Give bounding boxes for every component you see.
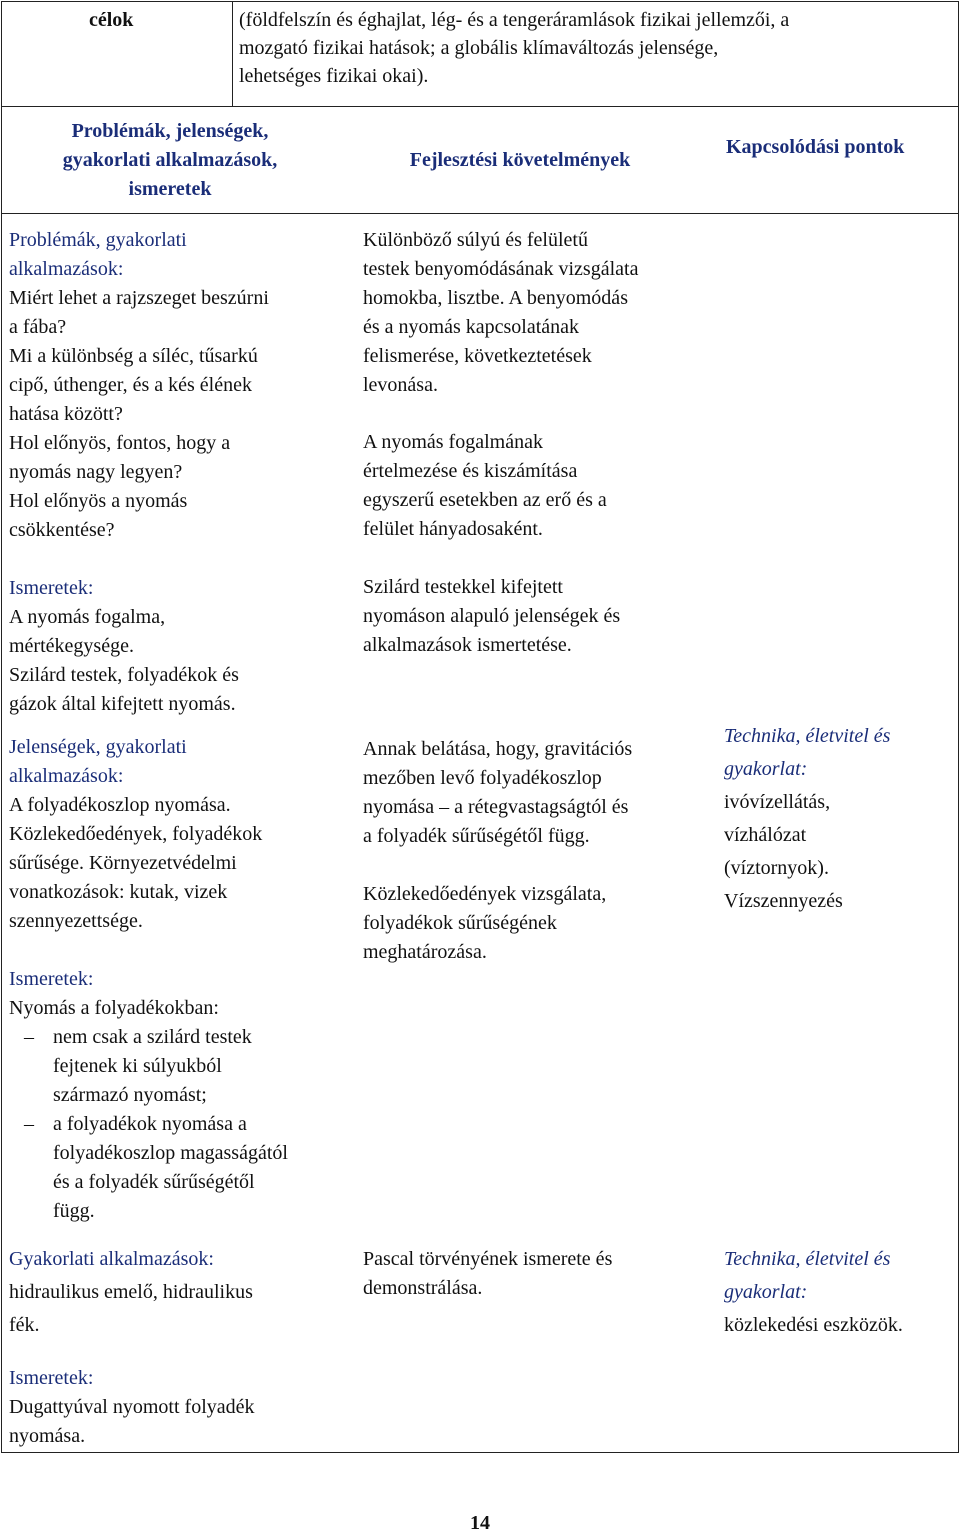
goals-label: célok	[89, 9, 134, 31]
requirement-line: Szilárd testekkel kifejtett	[363, 576, 563, 598]
connection-heading: Technika, életvitel és	[724, 725, 891, 747]
header-col1-line: ismeretek	[128, 178, 212, 200]
list-item-line: folyadékoszlop magasságától	[53, 1142, 288, 1164]
requirement-line: Különböző súlyú és felületű	[363, 229, 588, 251]
page-number: 14	[470, 1512, 490, 1534]
connection-line: (víztornyok).	[724, 857, 829, 879]
connection-heading: Technika, életvitel és	[724, 1248, 891, 1270]
requirement-line: a folyadék sűrűségétől függ.	[363, 825, 590, 847]
col2-content	[363, 226, 638, 660]
col3-connection-1	[724, 720, 890, 918]
header-col2: Fejlesztési követelmények	[409, 149, 631, 171]
requirement-line: felismerése, következtetések	[363, 345, 592, 367]
table-top-border	[1, 1, 959, 2]
knowledge-line: Szilárd testek, folyadékok és	[9, 664, 239, 686]
requirement-line: meghatározása.	[363, 941, 487, 963]
list-item-line: függ.	[53, 1200, 95, 1222]
goals-text	[239, 6, 789, 90]
table-bottom-border	[1, 1452, 959, 1453]
header-col1-line: Problémák, jelenségek,	[71, 120, 269, 142]
col3-connection-2	[724, 1243, 903, 1342]
dash-bullet: –	[24, 1026, 34, 1048]
connection-line: közlekedési eszközök.	[724, 1314, 903, 1336]
problems-heading: alkalmazások:	[9, 258, 124, 280]
piston-line: Dugattyúval nyomott folyadék	[9, 1396, 255, 1418]
requirement-line: demonstrálása.	[363, 1277, 483, 1299]
problems-line: Mi a különbség a síléc, tűsarkú	[9, 345, 258, 367]
requirement-line: felület hányadosaként.	[363, 518, 543, 540]
dash-bullet: –	[24, 1113, 34, 1135]
connection-line: vízhálózat	[724, 824, 807, 846]
knowledge-line: gázok által kifejtett nyomás.	[9, 693, 236, 715]
problems-line: cipő, úthenger, és a kés élének	[9, 374, 252, 396]
requirement-line: egyszerű esetekben az erő és a	[363, 489, 607, 511]
problems-line: a fába?	[9, 316, 67, 338]
goals-line: lehetséges fizikai okai).	[239, 65, 429, 87]
knowledge-heading: Ismeretek:	[9, 577, 94, 599]
header-col1-line: gyakorlati alkalmazások,	[62, 149, 278, 171]
row-divider-top	[1, 106, 959, 107]
connection-heading: gyakorlat:	[724, 1281, 808, 1303]
problems-line: nyomás nagy legyen?	[9, 461, 183, 483]
list-item	[9, 1110, 288, 1226]
requirement-line: Annak belátása, hogy, gravitációs	[363, 738, 633, 760]
list-item-line: a folyadékok nyomása a	[53, 1113, 247, 1135]
phenomena-heading: alkalmazások:	[9, 765, 124, 787]
goals-line: (földfelszín és éghajlat, lég- és a tengeráramlások fizikai jellemzői, a	[239, 9, 790, 31]
header-col1	[10, 117, 330, 204]
col1-practical	[9, 1243, 253, 1342]
problems-heading: Problémák, gyakorlati	[9, 229, 187, 251]
list-item-line: származó nyomást;	[53, 1084, 207, 1106]
requirement-line: folyadékok sűrűségének	[363, 912, 557, 934]
list-item-line: fejtenek ki súlyukból	[53, 1055, 222, 1077]
col2-fluid-content	[363, 735, 632, 967]
phenomena-line: vonatkozások: kutak, vizek	[9, 881, 228, 903]
practical-line: hidraulikus emelő, hidraulikus	[9, 1281, 253, 1303]
col2-pascal	[363, 1245, 612, 1303]
top-row-divider	[232, 1, 233, 106]
table-right-border	[958, 1, 959, 1453]
requirement-line: alkalmazások ismertetése.	[363, 634, 572, 656]
requirement-line: mezőben levő folyadékoszlop	[363, 767, 602, 789]
list-item-line: nem csak a szilárd testek	[53, 1026, 252, 1048]
phenomena-line: sűrűsége. Környezetvédelmi	[9, 852, 237, 874]
requirement-line: Közlekedőedények vizsgálata,	[363, 883, 607, 905]
knowledge-line: A nyomás fogalma,	[9, 606, 166, 628]
requirement-line: testek benyomódásának vizsgálata	[363, 258, 639, 280]
requirement-line: nyomáson alapuló jelenségek és	[363, 605, 621, 627]
phenomena-line: A folyadékoszlop nyomása.	[9, 794, 231, 816]
list-item-line: és a folyadék sűrűségétől	[53, 1171, 255, 1193]
requirement-line: Pascal törvényének ismerete és	[363, 1248, 613, 1270]
requirement-line: és a nyomás kapcsolatának	[363, 316, 580, 338]
header-bottom-border	[1, 213, 959, 214]
requirement-line: nyomása – a rétegvastagságtól és	[363, 796, 629, 818]
knowledge-heading: Ismeretek:	[9, 1367, 94, 1389]
knowledge-line: mértékegysége.	[9, 635, 134, 657]
col1-piston	[9, 1364, 255, 1451]
requirement-line: A nyomás fogalmának	[363, 431, 543, 453]
header-col3: Kapcsolódási pontok	[726, 136, 905, 158]
goals-line: mozgató fizikai hatások; a globális klímaváltozás jelensége,	[239, 37, 719, 59]
practical-line: fék.	[9, 1314, 40, 1336]
piston-line: nyomása.	[9, 1425, 86, 1447]
connection-line: ivóvízellátás,	[724, 791, 831, 813]
requirement-line: értelmezése és kiszámítása	[363, 460, 578, 482]
practical-heading: Gyakorlati alkalmazások:	[9, 1248, 214, 1270]
list-item	[9, 1023, 288, 1110]
problems-line: hatása között?	[9, 403, 123, 425]
table-left-border	[1, 1, 2, 1453]
knowledge-heading: Ismeretek:	[9, 968, 94, 990]
phenomena-heading: Jelenségek, gyakorlati	[9, 736, 187, 758]
problems-line: Hol előnyös a nyomás	[9, 490, 188, 512]
connection-line: Vízszennyezés	[724, 890, 843, 912]
phenomena-line: Közlekedőedények, folyadékok	[9, 823, 263, 845]
fluid-pressure-intro: Nyomás a folyadékokban:	[9, 997, 219, 1019]
phenomena-line: szennyezettsége.	[9, 910, 143, 932]
problems-line: Hol előnyös, fontos, hogy a	[9, 432, 231, 454]
problems-line: csökkentése?	[9, 519, 115, 541]
requirement-line: levonása.	[363, 374, 438, 396]
requirement-line: homokba, lisztbe. A benyomódás	[363, 287, 628, 309]
col1-content	[9, 226, 288, 1226]
connection-heading: gyakorlat:	[724, 758, 808, 780]
problems-line: Miért lehet a rajzszeget beszúrni	[9, 287, 269, 309]
